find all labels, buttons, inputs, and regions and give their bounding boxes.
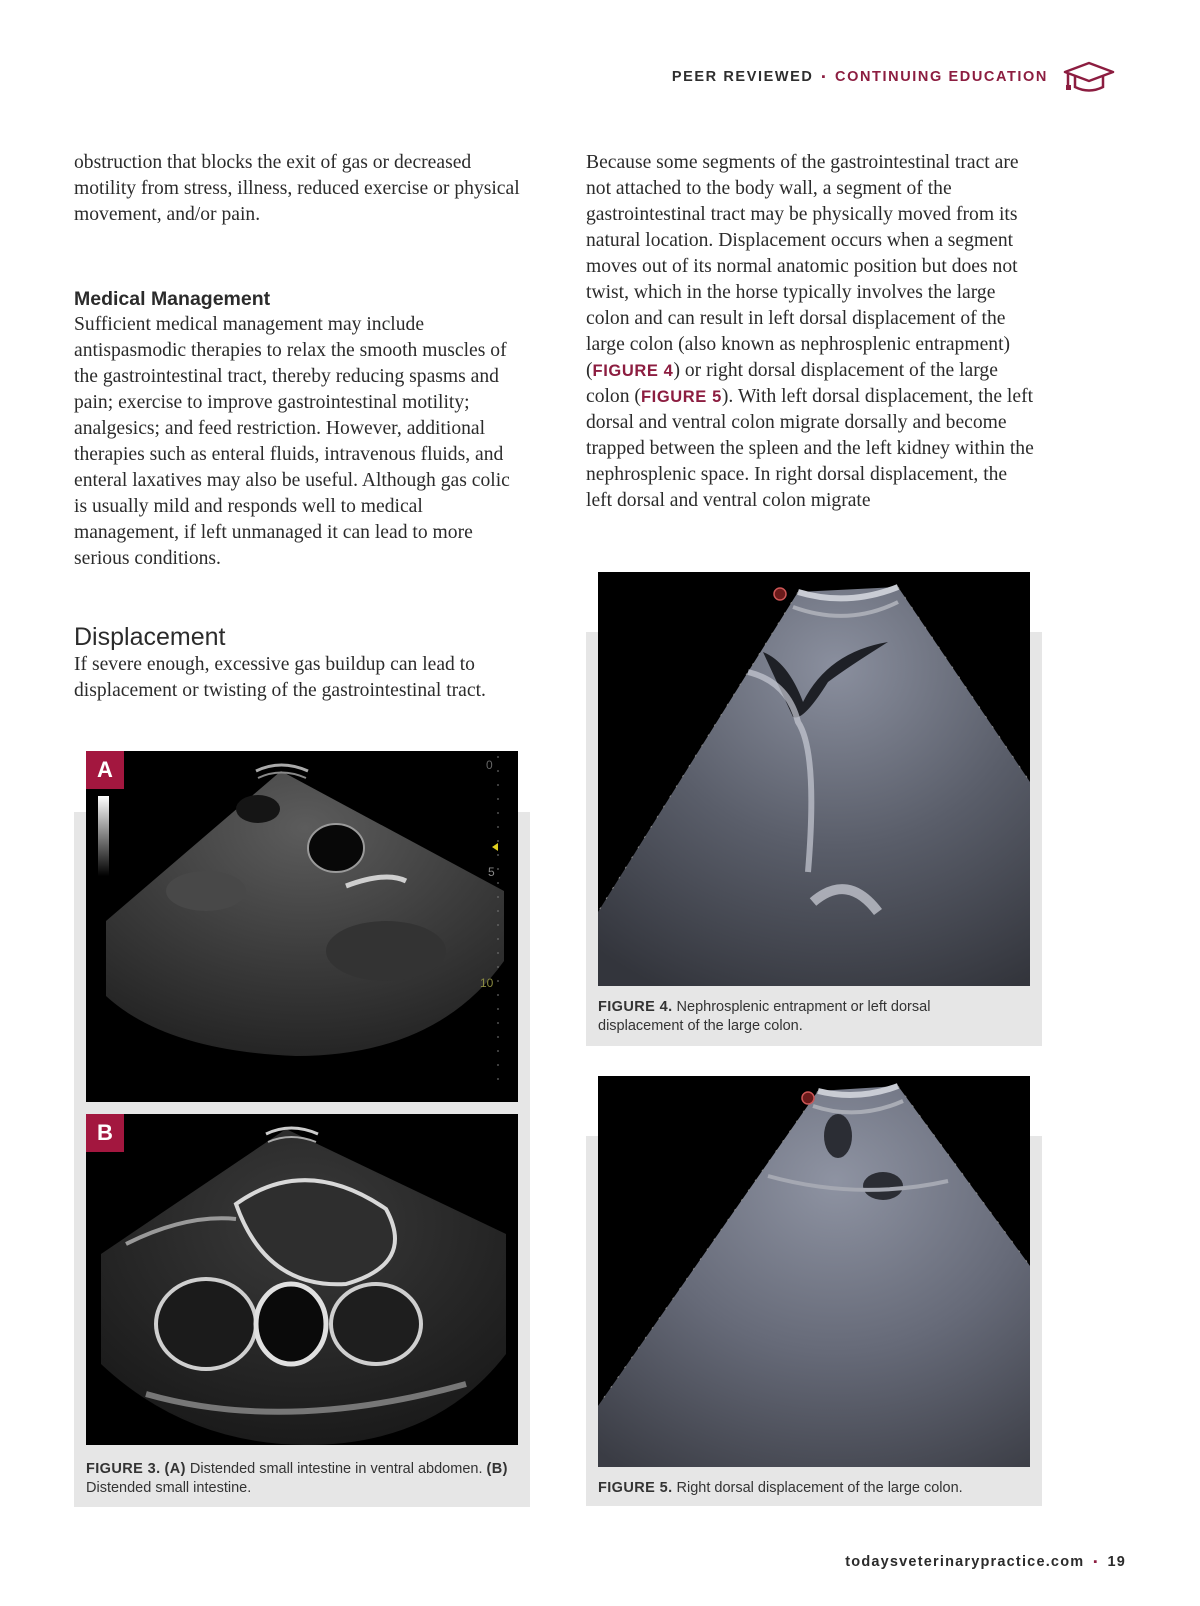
left-column <box>74 150 524 704</box>
scale-mark-10: 10 <box>480 976 494 990</box>
panel-a-label: A <box>86 751 124 789</box>
figure-3b-ultrasound-image <box>86 1114 518 1445</box>
graduation-cap-icon <box>1062 60 1116 94</box>
section-label: PEER REVIEWED <box>671 69 814 85</box>
footer-separator: ▪ <box>1093 1556 1099 1568</box>
medical-management-heading: Medical Management <box>74 288 271 310</box>
figure-4-caption <box>598 998 1018 1036</box>
displacement-text: If severe enough, excessive gas buildup can lead to displacement or twisting of the gastrointestinal tract. <box>74 654 486 701</box>
figure-5-caption-label: FIGURE 5. <box>598 1480 673 1496</box>
figure-3a-ultrasound-image <box>86 751 518 1102</box>
figure-3-caption <box>86 1460 516 1498</box>
figure-4-caption-text: Nephrosplenic entrapment or left dorsal displacement of the large colon. <box>598 999 931 1034</box>
website-link[interactable]: todaysveterinarypractice.com <box>845 1554 1085 1570</box>
page-footer <box>845 1554 1126 1570</box>
figure-5-caption <box>598 1479 1018 1498</box>
caption-a-tag: (A) <box>164 1461 186 1477</box>
caption-a-text: Distended small intestine in ventral abdomen. <box>185 1461 487 1477</box>
caption-b-text: Distended small intestine. <box>86 1480 252 1496</box>
figure-4-ultrasound-image <box>598 572 1030 986</box>
figure-4-reference[interactable]: FIGURE 4 <box>592 362 674 380</box>
page-header <box>672 62 1116 92</box>
figure-5-caption-text: Right dorsal displacement of the large colon. <box>672 1480 963 1496</box>
medical-management-text: Sufficient medical management may include antispasmodic therapies to relax the smooth muscles of the gastrointestinal tract, thereby reducing spasms and pain; exercise to improve gastrointestinal motility; analgesics; and feed restriction. However, additional therapies such as enteral fluids, intravenous fluids, and enteral laxatives may also be useful. Although gas colic is usually mild and responds well to medical management, if left unmanaged it can lead to more serious conditions. <box>74 314 510 569</box>
intro-paragraph: obstruction that blocks the exit of gas or decreased motility from stress, illness, reduced exercise or physical movement, and/or pain. <box>74 152 520 225</box>
paragraph-part-3: ). With left dorsal displacement, the left dorsal and ventral colon migrate dorsally and become trapped between the spleen and the left kidney within the nephrosplenic space. In right dorsal displacement, the left dorsal and ventral colon migrate <box>586 386 1034 511</box>
scale-mark-0: 0 <box>486 758 493 772</box>
displacement-paragraph <box>586 150 1036 514</box>
category-label: CONTINUING EDUCATION <box>835 69 1048 85</box>
figure-3-caption-label: FIGURE 3. <box>86 1461 161 1477</box>
page-number: 19 <box>1107 1554 1126 1570</box>
right-column <box>586 150 1036 514</box>
displacement-heading: Displacement <box>74 623 226 651</box>
figure-4-caption-label: FIGURE 4. <box>598 999 673 1015</box>
panel-b-label: B <box>86 1114 124 1152</box>
header-separator: ▪ <box>821 71 828 83</box>
caption-b-tag: (B) <box>486 1461 508 1477</box>
scale-mark-5: 5 <box>488 865 495 879</box>
paragraph-part-2: ) or right dorsal displacement of the large colon ( <box>586 360 998 407</box>
figure-5-ultrasound-image <box>598 1076 1030 1467</box>
figure-5-reference[interactable]: FIGURE 5 <box>640 388 722 406</box>
paragraph-part-1: Because some segments of the gastrointestinal tract are not attached to the body wall, a segment of the gastrointestinal tract may be physically moved from its natural location. Displacement occurs when a segment moves out of its normal anatomic position but does not twist, which in the horse typically involves the large colon and can result in left dorsal displacement of the large colon (also known as nephrosplenic entrapment) ( <box>586 152 1019 381</box>
